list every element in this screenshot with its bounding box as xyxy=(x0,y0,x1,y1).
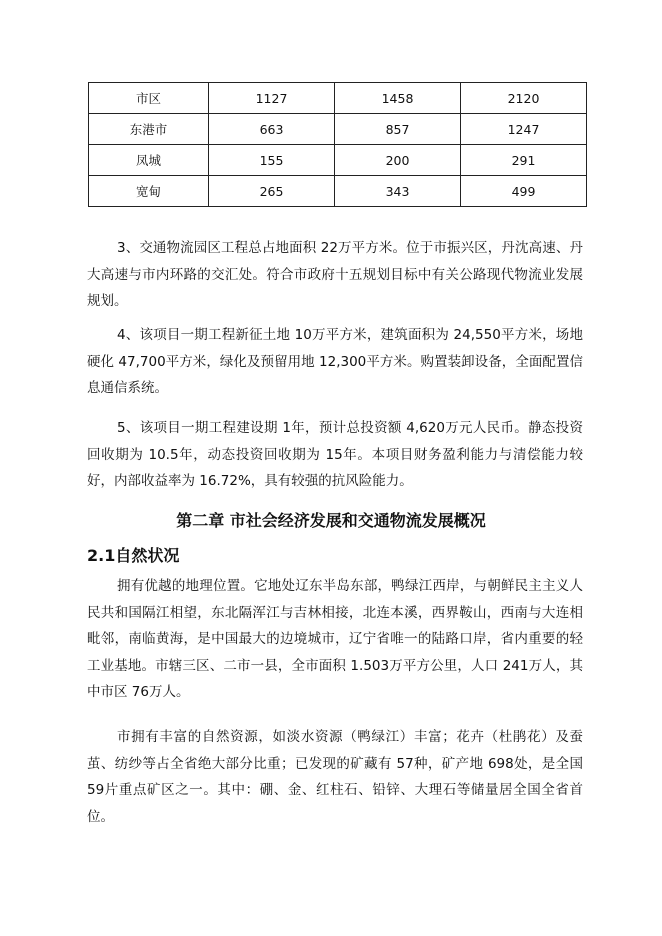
table-cell: 凤城 xyxy=(89,145,209,176)
table-cell: 1127 xyxy=(209,83,335,114)
table-cell: 2120 xyxy=(461,83,587,114)
table-cell: 宽甸 xyxy=(89,176,209,207)
table-cell: 1247 xyxy=(461,114,587,145)
table-cell: 市区 xyxy=(89,83,209,114)
paragraph-geography: 拥有优越的地理位置。它地处辽东半岛东部，鸭绿江西岸，与朝鲜民主主义人民共和国隔江相望，东北隔浑江与吉林相接，北连本溪，西界鞍山，西南与大连相毗邻，南临黄海，是中国最大的边境城市，辽宁省唯一的陆路口岸，省内重要的轻工业基地。市辖三区、二市一县，全市面积 1.503万平方公里，人口 241万人，其中市区 76万人。 xyxy=(87,578,583,700)
table-cell: 155 xyxy=(209,145,335,176)
table-cell: 265 xyxy=(209,176,335,207)
paragraph-item-3: 3、交通物流园区工程总占地面积 22万平方米。位于市振兴区，丹沈高速、丹大高速与市内环路的交汇处。符合市政府十五规划目标中有关公路现代物流业发展规划。 xyxy=(87,240,583,309)
data-table-container xyxy=(88,82,583,207)
paragraph-resources: 市拥有丰富的自然资源，如淡水资源（鸭绿江）丰富；花卉（杜鹃花）及蚕茧、纺纱等占全省绝大部分比重；已发现的矿藏有 57种，矿产地 698处，是全国 59片重点矿区之一。其中：硼、金、红柱石、铅锌、大理石等储量居全国全省首位。 xyxy=(87,729,583,825)
table-cell: 857 xyxy=(335,114,461,145)
table-cell: 东港市 xyxy=(89,114,209,145)
table-row xyxy=(89,145,587,176)
table-cell: 291 xyxy=(461,145,587,176)
data-table xyxy=(88,82,587,207)
table-row xyxy=(89,176,587,207)
paragraph-item-4: 4、该项目一期工程新征土地 10万平方米，建筑面积为 24,550平方米，场地硬化 47,700平方米，绿化及预留用地 12,300平方米。购置装卸设备，全面配置信息通信系统。 xyxy=(87,327,583,396)
table-cell: 200 xyxy=(335,145,461,176)
paragraph-item-5: 5、该项目一期工程建设期 1年，预计总投资额 4,620万元人民币。静态投资回收期为 10.5年，动态投资回收期为 15年。本项目财务盈利能力与清偿能力较好，内部收益率为 16.72%，具有较强的抗风险能力。 xyxy=(87,420,583,489)
table-row xyxy=(89,114,587,145)
table-cell: 663 xyxy=(209,114,335,145)
table-cell: 499 xyxy=(461,176,587,207)
table-row xyxy=(89,83,587,114)
table-cell: 343 xyxy=(335,176,461,207)
chapter-heading: 第二章 市社会经济发展和交通物流发展概况 xyxy=(176,511,486,530)
section-heading: 2.1自然状况 xyxy=(87,546,180,565)
table-cell: 1458 xyxy=(335,83,461,114)
